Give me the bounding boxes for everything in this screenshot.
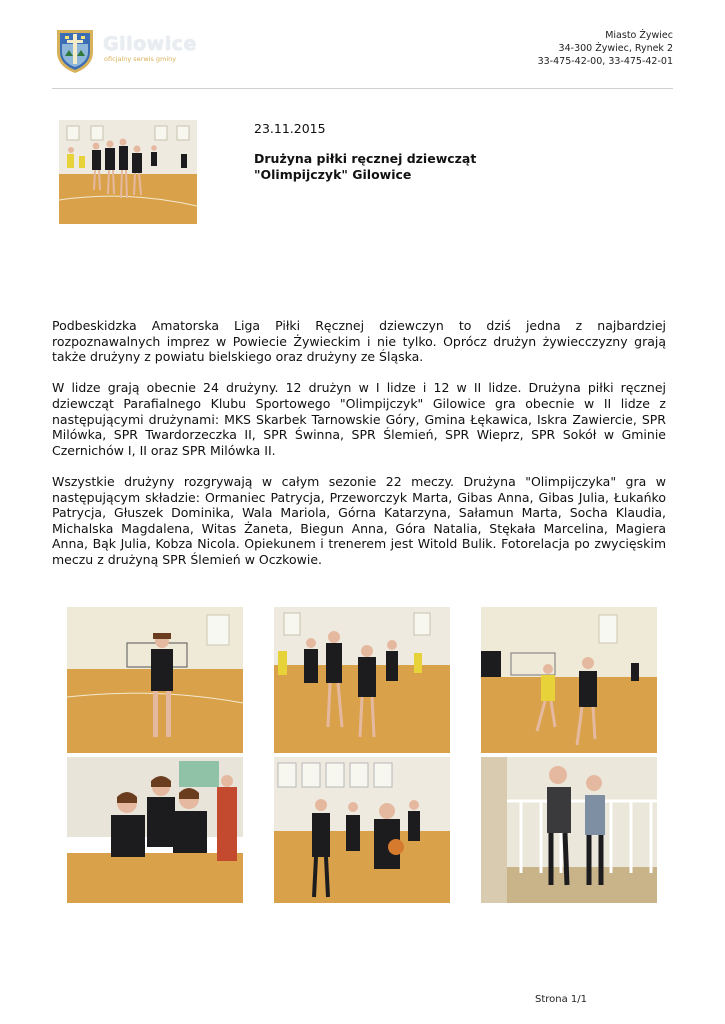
page-number: Strona 1/1: [534, 994, 587, 1005]
hero-photo: [59, 120, 197, 224]
gallery-photo: [67, 757, 243, 903]
gallery-photo: [274, 757, 450, 903]
photo-gallery: [67, 607, 657, 903]
article-paragraph: W lidze grają obecnie 24 drużyny. 12 drużyn w I lidze i 12 w II lidze. Drużyna piłki ręcznej dziewcząt Parafialnego Klubu Sportowego "Olimpijczyk" Gilowice gra obecnie w II lidze z następującymi drużynami: MKS Skarbek Tarnowskie Góry, Gmina Łękawica, Iskra Zawiercie, SPR Milówka, SPR Twardorzeczka II, SPR Świnna, SPR Ślemień, SPR Wieprz, SPR Sokół w Gminie Czernichów I, II oraz SPR Milówka II.: [52, 380, 666, 458]
contact-line: 33-475-42-00, 33-475-42-01: [537, 56, 673, 67]
gallery-photo: [67, 607, 243, 753]
gallery-photo: [481, 607, 657, 753]
site-logo-subtitle: oficjalny serwis gminy: [104, 55, 177, 63]
gilowice-crest-icon: [53, 26, 97, 74]
contact-line: Miasto Żywiec: [605, 30, 673, 41]
article-body: [52, 318, 666, 583]
page-header: [0, 0, 725, 92]
site-logo-text: Gilowice: [103, 33, 197, 55]
contact-line: 34-300 Żywiec, Rynek 2: [558, 43, 673, 54]
gallery-photo: [481, 757, 657, 903]
article-title-line: Drużyna piłki ręcznej dziewcząt: [254, 151, 477, 166]
header-divider: [52, 88, 673, 89]
gallery-photo: [274, 607, 450, 753]
article-date: 23.11.2015: [254, 121, 326, 136]
article-title-line: "Olimpijczyk" Gilowice: [254, 167, 412, 182]
article-title: [254, 151, 554, 183]
article-paragraph: Podbeskidzka Amatorska Liga Piłki Ręcznej dziewczyn to dziś jedna z najbardziej rozpoznawalnych imprez w Powiecie Żywieckim i nie tylko. Oprócz drużyn żywiecczyzny grają także drużyny z powiatu bielskiego oraz drużyny ze Śląska.: [52, 318, 666, 365]
article-paragraph: Wszystkie drużyny rozgrywają w całym sezonie 22 meczy. Drużyna "Olimpijczyka" gra w następującym składzie: Ormaniec Patrycja, Przeworczyk Marta, Gibas Anna, Gibas Julia, Łukańko Patrycja, Głuszek Dominika, Wala Mariola, Górna Katarzyna, Sałamun Marta, Socha Klaudia, Michalska Magdalena, Witas Żaneta, Biegun Anna, Góra Natalia, Stękała Marcelina, Magiera Anna, Bąk Julia, Kobza Nicola. Opiekunem i trenerem jest Witold Bulik. Fotorelacja po zwycięskim meczu z drużyną SPR Ślemień w Oczkowie.: [52, 473, 666, 567]
contact-block: [538, 29, 673, 68]
